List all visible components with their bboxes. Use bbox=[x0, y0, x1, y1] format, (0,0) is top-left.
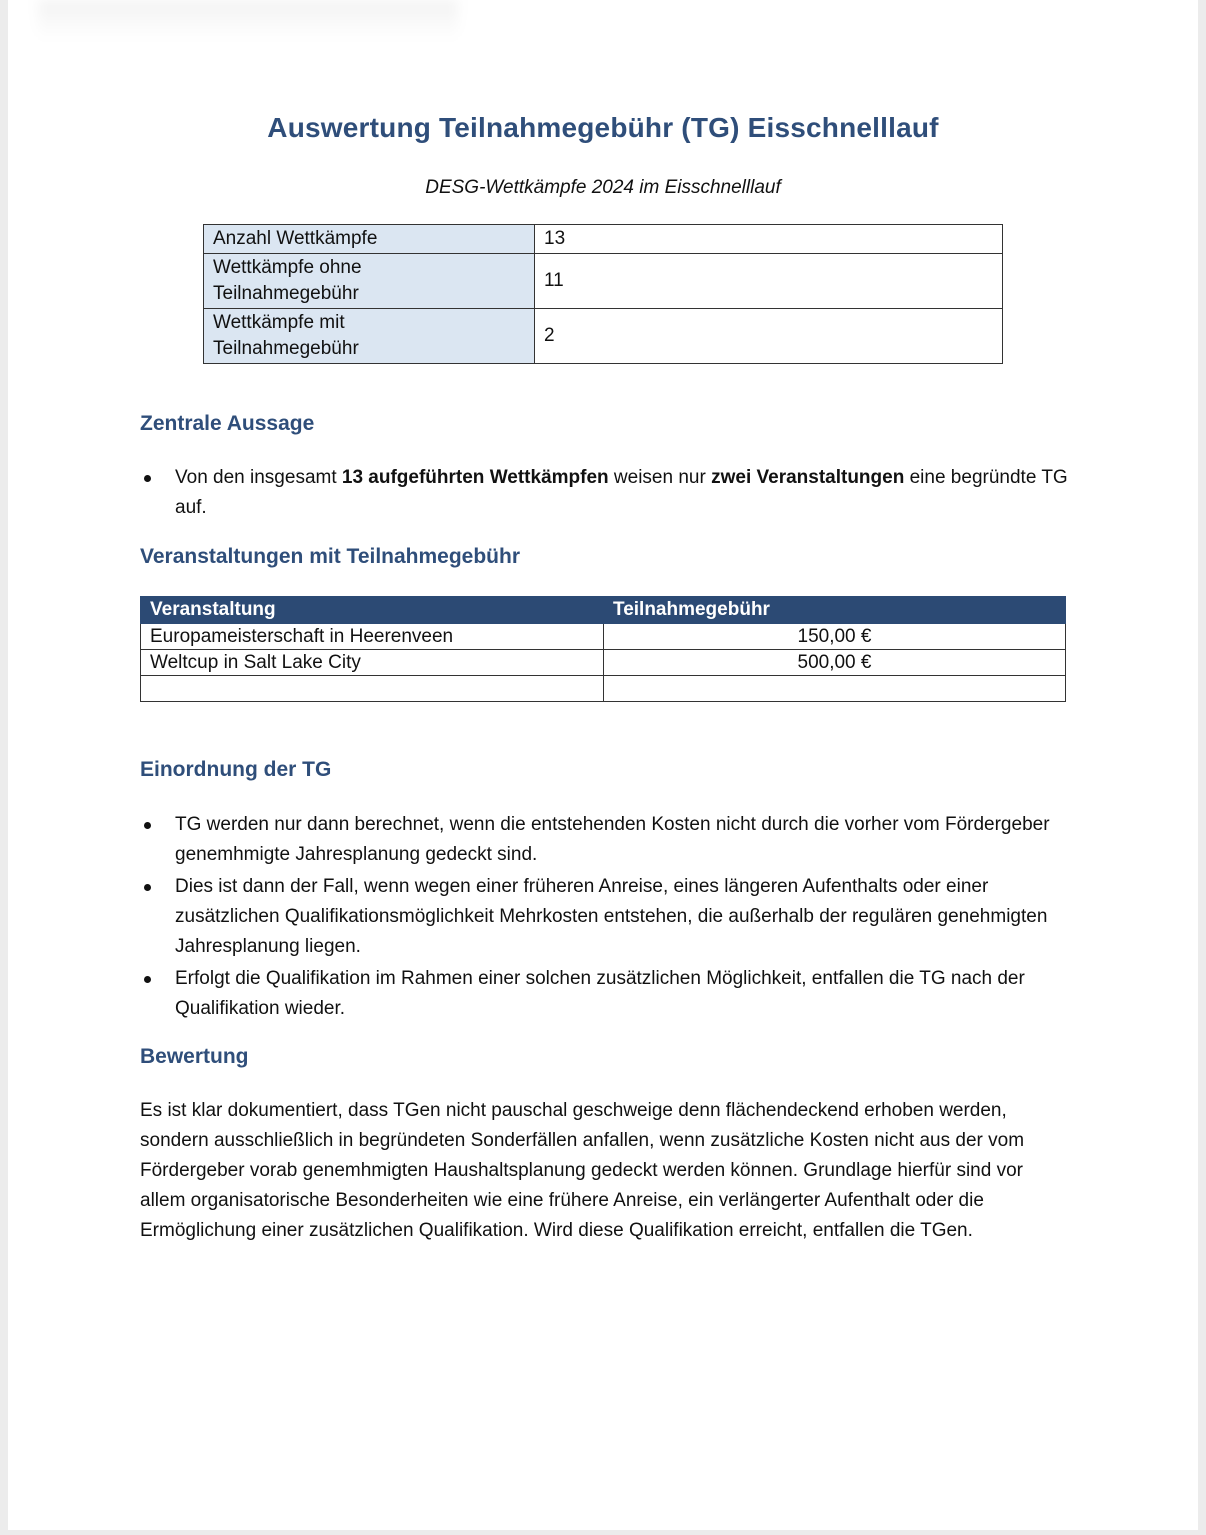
heading-veranstaltungen: Veranstaltungen mit Teilnahmegebühr bbox=[140, 545, 521, 568]
summary-table bbox=[203, 224, 1003, 364]
document-subtitle: DESG-Wettkämpfe 2024 im Eisschnelllauf bbox=[425, 177, 781, 198]
table-row bbox=[141, 650, 1066, 676]
column-header-teilnahmegebuehr: Teilnahmegebühr bbox=[604, 597, 1066, 624]
document-title: Auswertung Teilnahmegebühr (TG) Eisschnelllauf bbox=[267, 112, 939, 143]
column-header-veranstaltung: Veranstaltung bbox=[141, 597, 604, 624]
list-item: Erfolgt die Qualifikation im Rahmen einer solchen zusätzlichen Möglichkeit, entfallen die TG nach der Qualifikation wieder. bbox=[140, 964, 1070, 1024]
summary-label-line: Teilnahmegebühr bbox=[213, 338, 359, 359]
zentrale-list bbox=[140, 463, 1070, 525]
event-fee: 500,00 € bbox=[604, 650, 1066, 676]
bullet-bold-text: 13 aufgeführten Wettkämpfen bbox=[341, 467, 609, 488]
bullet-text: weisen nur bbox=[608, 467, 712, 488]
event-fee bbox=[604, 676, 1066, 702]
heading-einordnung: Einordnung der TG bbox=[140, 758, 332, 781]
summary-value: 11 bbox=[535, 254, 1003, 309]
table-row bbox=[204, 309, 1003, 364]
bewertung-paragraph: Es ist klar dokumentiert, dass TGen nicht pauschal geschweige denn flächendeckend erhoben werden, sondern ausschließlich in begründeten Sonderfällen anfallen, wenn zusätzliche Kosten nicht aus der vom Fördergeber vorab genemhmigten Haushaltsplanung gedeckt werden können. Grundlage hierfür sind vor allem organisatorische Besonderheiten wie eine frühere Anreise, ein verlängerter Aufenthalt oder die Ermöglichung einer zusätzlichen Qualifikation. Wird diese Qualifikation erreicht, entfallen die TGen. bbox=[140, 1100, 1025, 1241]
summary-label-line: Wettkämpfe ohne bbox=[213, 257, 362, 278]
bullet-text: eine begründte TG auf. bbox=[175, 467, 1068, 518]
table-row bbox=[141, 624, 1066, 650]
summary-value: 13 bbox=[535, 225, 1003, 254]
einordnung-list bbox=[140, 810, 1070, 1026]
list-item bbox=[140, 463, 1070, 523]
summary-label-line: Teilnahmegebühr bbox=[213, 283, 359, 304]
table-header-row bbox=[141, 597, 1066, 624]
summary-label bbox=[204, 254, 535, 309]
bullet-text: Von den insgesamt bbox=[175, 467, 342, 488]
event-name: Europameisterschaft in Heerenveen bbox=[141, 624, 604, 650]
document-page bbox=[8, 0, 1198, 1530]
event-name: Weltcup in Salt Lake City bbox=[141, 650, 604, 676]
summary-label-line: Wettkämpfe mit bbox=[213, 312, 345, 333]
events-table bbox=[140, 596, 1066, 702]
list-item: TG werden nur dann berechnet, wenn die entstehenden Kosten nicht durch die vorher vom Fördergeber genemhmigte Jahresplanung gedeckt sind. bbox=[140, 810, 1070, 870]
summary-label bbox=[204, 309, 535, 364]
heading-bewertung: Bewertung bbox=[140, 1045, 249, 1068]
summary-label: Anzahl Wettkämpfe bbox=[204, 225, 535, 254]
heading-zentrale-aussage: Zentrale Aussage bbox=[140, 412, 315, 435]
table-row bbox=[204, 254, 1003, 309]
list-item: Dies ist dann der Fall, wenn wegen einer früheren Anreise, eines längeren Aufenthalts oder einer zusätzlichen Qualifikationsmöglichkeit Mehrkosten entstehen, die außerhalb der regulären genehmigten Jahresplanung liegen. bbox=[140, 872, 1070, 962]
table-row bbox=[141, 676, 1066, 702]
summary-value: 2 bbox=[535, 309, 1003, 364]
table-row bbox=[204, 225, 1003, 254]
event-name bbox=[141, 676, 604, 702]
event-fee: 150,00 € bbox=[604, 624, 1066, 650]
scan-shadow bbox=[38, 0, 458, 40]
bullet-bold-text: zwei Veranstaltungen bbox=[711, 467, 905, 488]
